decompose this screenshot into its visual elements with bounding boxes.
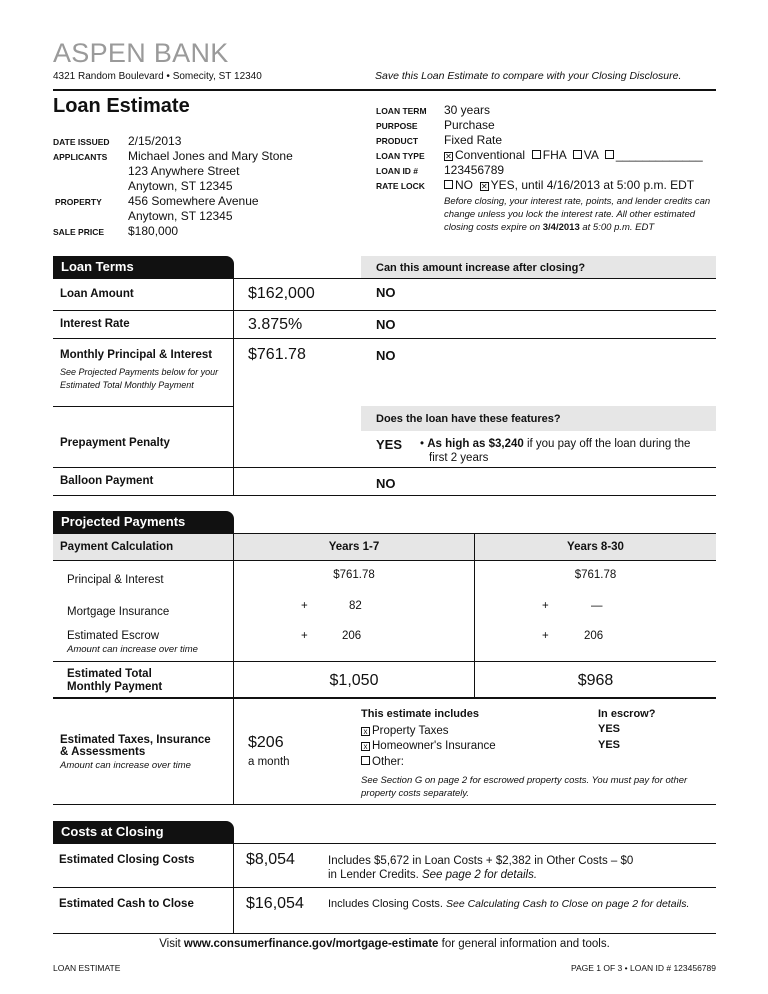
sale-price-label: SALE PRICE [53,227,105,237]
pi-label: Principal & Interest [67,574,164,586]
homeowners-insurance-escrow: YES [598,739,621,751]
pi-years-8-30: $761.78 [574,569,617,581]
footer-left: LOAN ESTIMATE [53,963,121,973]
col-years-1-7: Years 1-7 [328,541,380,553]
features-question: Does the loan have these features? [376,413,561,425]
cash-to-close-label: Estimated Cash to Close [59,898,194,910]
plus-sign: + [301,600,308,612]
taxes-amount: $206 [248,734,284,751]
interest-rate: 3.875% [248,316,303,333]
mi-years-8-30: — [591,600,603,612]
purpose-label: PURPOSE [376,121,418,131]
rate-lock-yes-checkbox[interactable]: ✕ [480,182,488,191]
total-monthly-label: Estimated Total Monthly Payment [67,668,163,693]
purpose: Purchase [444,118,495,132]
rate-lock-note-line2: change unless you lock the interest rate. All other estimated [444,209,696,220]
applicants-line3: Anytown, ST 12345 [128,179,233,193]
bank-address: 4321 Random Boulevard • Somecity, ST 12340 [53,71,262,82]
divider [53,310,716,311]
plus-sign: + [542,600,549,612]
payment-calc-label: Payment Calculation [60,541,174,553]
header-divider [53,89,716,91]
interest-rate-answer: NO [376,317,396,332]
divider [53,697,716,699]
escrow-item-property-taxes: x Property Taxes [361,725,449,737]
escrow-item-other: Other: [361,756,404,768]
mi-years-1-7: 82 [349,600,362,612]
total-years-8-30: $968 [577,672,614,689]
rate-lock-note-line3: closing costs expire on 3/4/2013 at 5:00 p.m. EDT [444,222,655,233]
escrow-note: Amount can increase over time [67,644,198,655]
conventional-checkbox[interactable]: ✕ [445,152,452,161]
rate-lock-note-line1: Before closing, your interest rate, points, and lender credits can [444,196,711,207]
property-line1: 456 Somewhere Avenue [128,194,259,208]
consumerfinance-link[interactable]: www.consumerfinance.gov/mortgage-estimate [183,938,439,950]
visit-line: Visit www.consumerfinance.gov/mortgage-estimate for general information and tools. [159,938,610,950]
rate-lock-no: NO [455,178,473,192]
loan-amount: $162,000 [248,285,315,302]
va-label: VA [583,148,599,162]
taxes-period: a month [248,756,290,768]
escrow-label: Estimated Escrow [67,630,160,642]
homeowners-insurance-checkbox[interactable]: x [361,742,370,751]
product: Fixed Rate [444,133,503,147]
loan-id-label: LOAN ID # [376,166,419,176]
conventional-label: Conventional [455,148,526,162]
property-line2: Anytown, ST 12345 [128,209,233,223]
escrow-note-detail: See Section G on page 2 for escrowed property costs. You must pay for other property costs separately. [361,775,688,799]
footer-right: PAGE 1 OF 3 • LOAN ID # 123456789 [570,963,716,973]
page-title: Loan Estimate [53,95,190,117]
balloon-label: Balloon Payment [60,475,154,487]
sale-price: $180,000 [128,224,179,238]
escrow-years-1-7: 206 [342,630,362,642]
divider [53,661,716,662]
cash-to-close: $16,054 [246,895,304,912]
mpi-label: Monthly Principal & Interest [60,349,213,361]
other-loan-type-blank: _____________ [615,148,703,162]
divider [53,278,716,279]
divider [53,495,716,496]
prepayment-answer: YES [376,437,403,452]
bank-name: ASPEN BANK [53,38,229,68]
loan-amount-answer: NO [376,285,396,300]
loan-id: 123456789 [444,163,505,177]
rate-lock-label: RATE LOCK [376,181,425,191]
escrow-years-8-30: 206 [584,630,604,642]
mpi-note: See Projected Payments below for your Estimated Total Monthly Payment [60,367,219,390]
escrow-item-homeowners-insurance: x Homeowner's Insurance [361,740,496,752]
taxes-label: Estimated Taxes, Insurance & Assessments [60,734,211,758]
prepayment-label: Prepayment Penalty [60,437,170,449]
fha-label: FHA [542,148,567,162]
plus-sign: + [542,630,549,642]
loan-amount-label: Loan Amount [60,288,134,300]
col-divider [233,698,234,804]
loan-type-options [444,148,703,162]
divider [53,560,716,561]
closing-costs-label: Estimated Closing Costs [59,854,195,866]
col-years-8-30: Years 8-30 [567,541,624,553]
prepayment-detail: • As high as $3,240 if you pay off the loan during the first 2 years [420,438,691,464]
applicants-line2: 123 Anywhere Street [128,164,240,178]
plus-sign: + [301,630,308,642]
closing-costs: $8,054 [246,851,295,868]
total-years-1-7: $1,050 [329,672,379,689]
property-taxes-escrow: YES [598,723,621,735]
balloon-answer: NO [376,476,396,491]
col-divider [233,843,234,933]
date-issued: 2/15/2013 [128,134,182,148]
product-label: PRODUCT [376,136,419,146]
loan-terms-tab: Loan Terms [53,256,234,278]
mpi-answer: NO [376,348,396,363]
fha-checkbox[interactable] [532,150,541,159]
in-escrow-header: In escrow? [598,708,656,720]
divider [53,467,716,468]
property-label: PROPERTY [55,197,102,207]
cash-to-close-desc: Includes Closing Costs. See Calculating Cash to Close on page 2 for details. [328,898,690,910]
va-checkbox[interactable] [573,150,582,159]
col-divider [233,406,234,496]
increase-question: Can this amount increase after closing? [376,262,586,274]
includes-header: This estimate includes [361,708,479,720]
pi-years-1-7: $761.78 [333,569,375,581]
divider [53,843,716,844]
closing-costs-desc: Includes $5,672 in Loan Costs + $2,382 in Other Costs – $0 in Lender Credits. See page 2 for details. [328,855,634,881]
date-issued-label: DATE ISSUED [53,137,110,147]
costs-at-closing-tab: Costs at Closing [53,821,234,843]
divider [53,933,716,934]
divider [53,406,234,407]
rate-lock-options [444,178,694,192]
divider [53,804,716,805]
taxes-note: Amount can increase over time [60,760,191,771]
loan-term-label: LOAN TERM [376,106,427,116]
monthly-pi: $761.78 [248,346,306,363]
property-taxes-checkbox[interactable]: x [361,727,370,736]
divider [53,887,716,888]
rate-lock-yes: YES, until 4/16/2013 at 5:00 p.m. EDT [490,178,695,192]
divider [53,338,716,339]
applicants-line1: Michael Jones and Mary Stone [128,149,293,163]
save-note: Save this Loan Estimate to compare with your Closing Disclosure. [375,70,682,82]
rate-lock-note [444,195,724,234]
applicants-label: APPLICANTS [53,152,108,162]
col-divider [233,278,234,406]
other-loan-type-checkbox[interactable] [605,150,614,159]
projected-payments-tab: Projected Payments [53,511,234,533]
loan-type-label: LOAN TYPE [376,151,425,161]
mi-label: Mortgage Insurance [67,606,170,618]
other-checkbox[interactable] [361,756,370,765]
loan-term: 30 years [444,103,491,117]
interest-rate-label: Interest Rate [60,318,130,330]
rate-lock-no-checkbox[interactable] [444,180,453,189]
